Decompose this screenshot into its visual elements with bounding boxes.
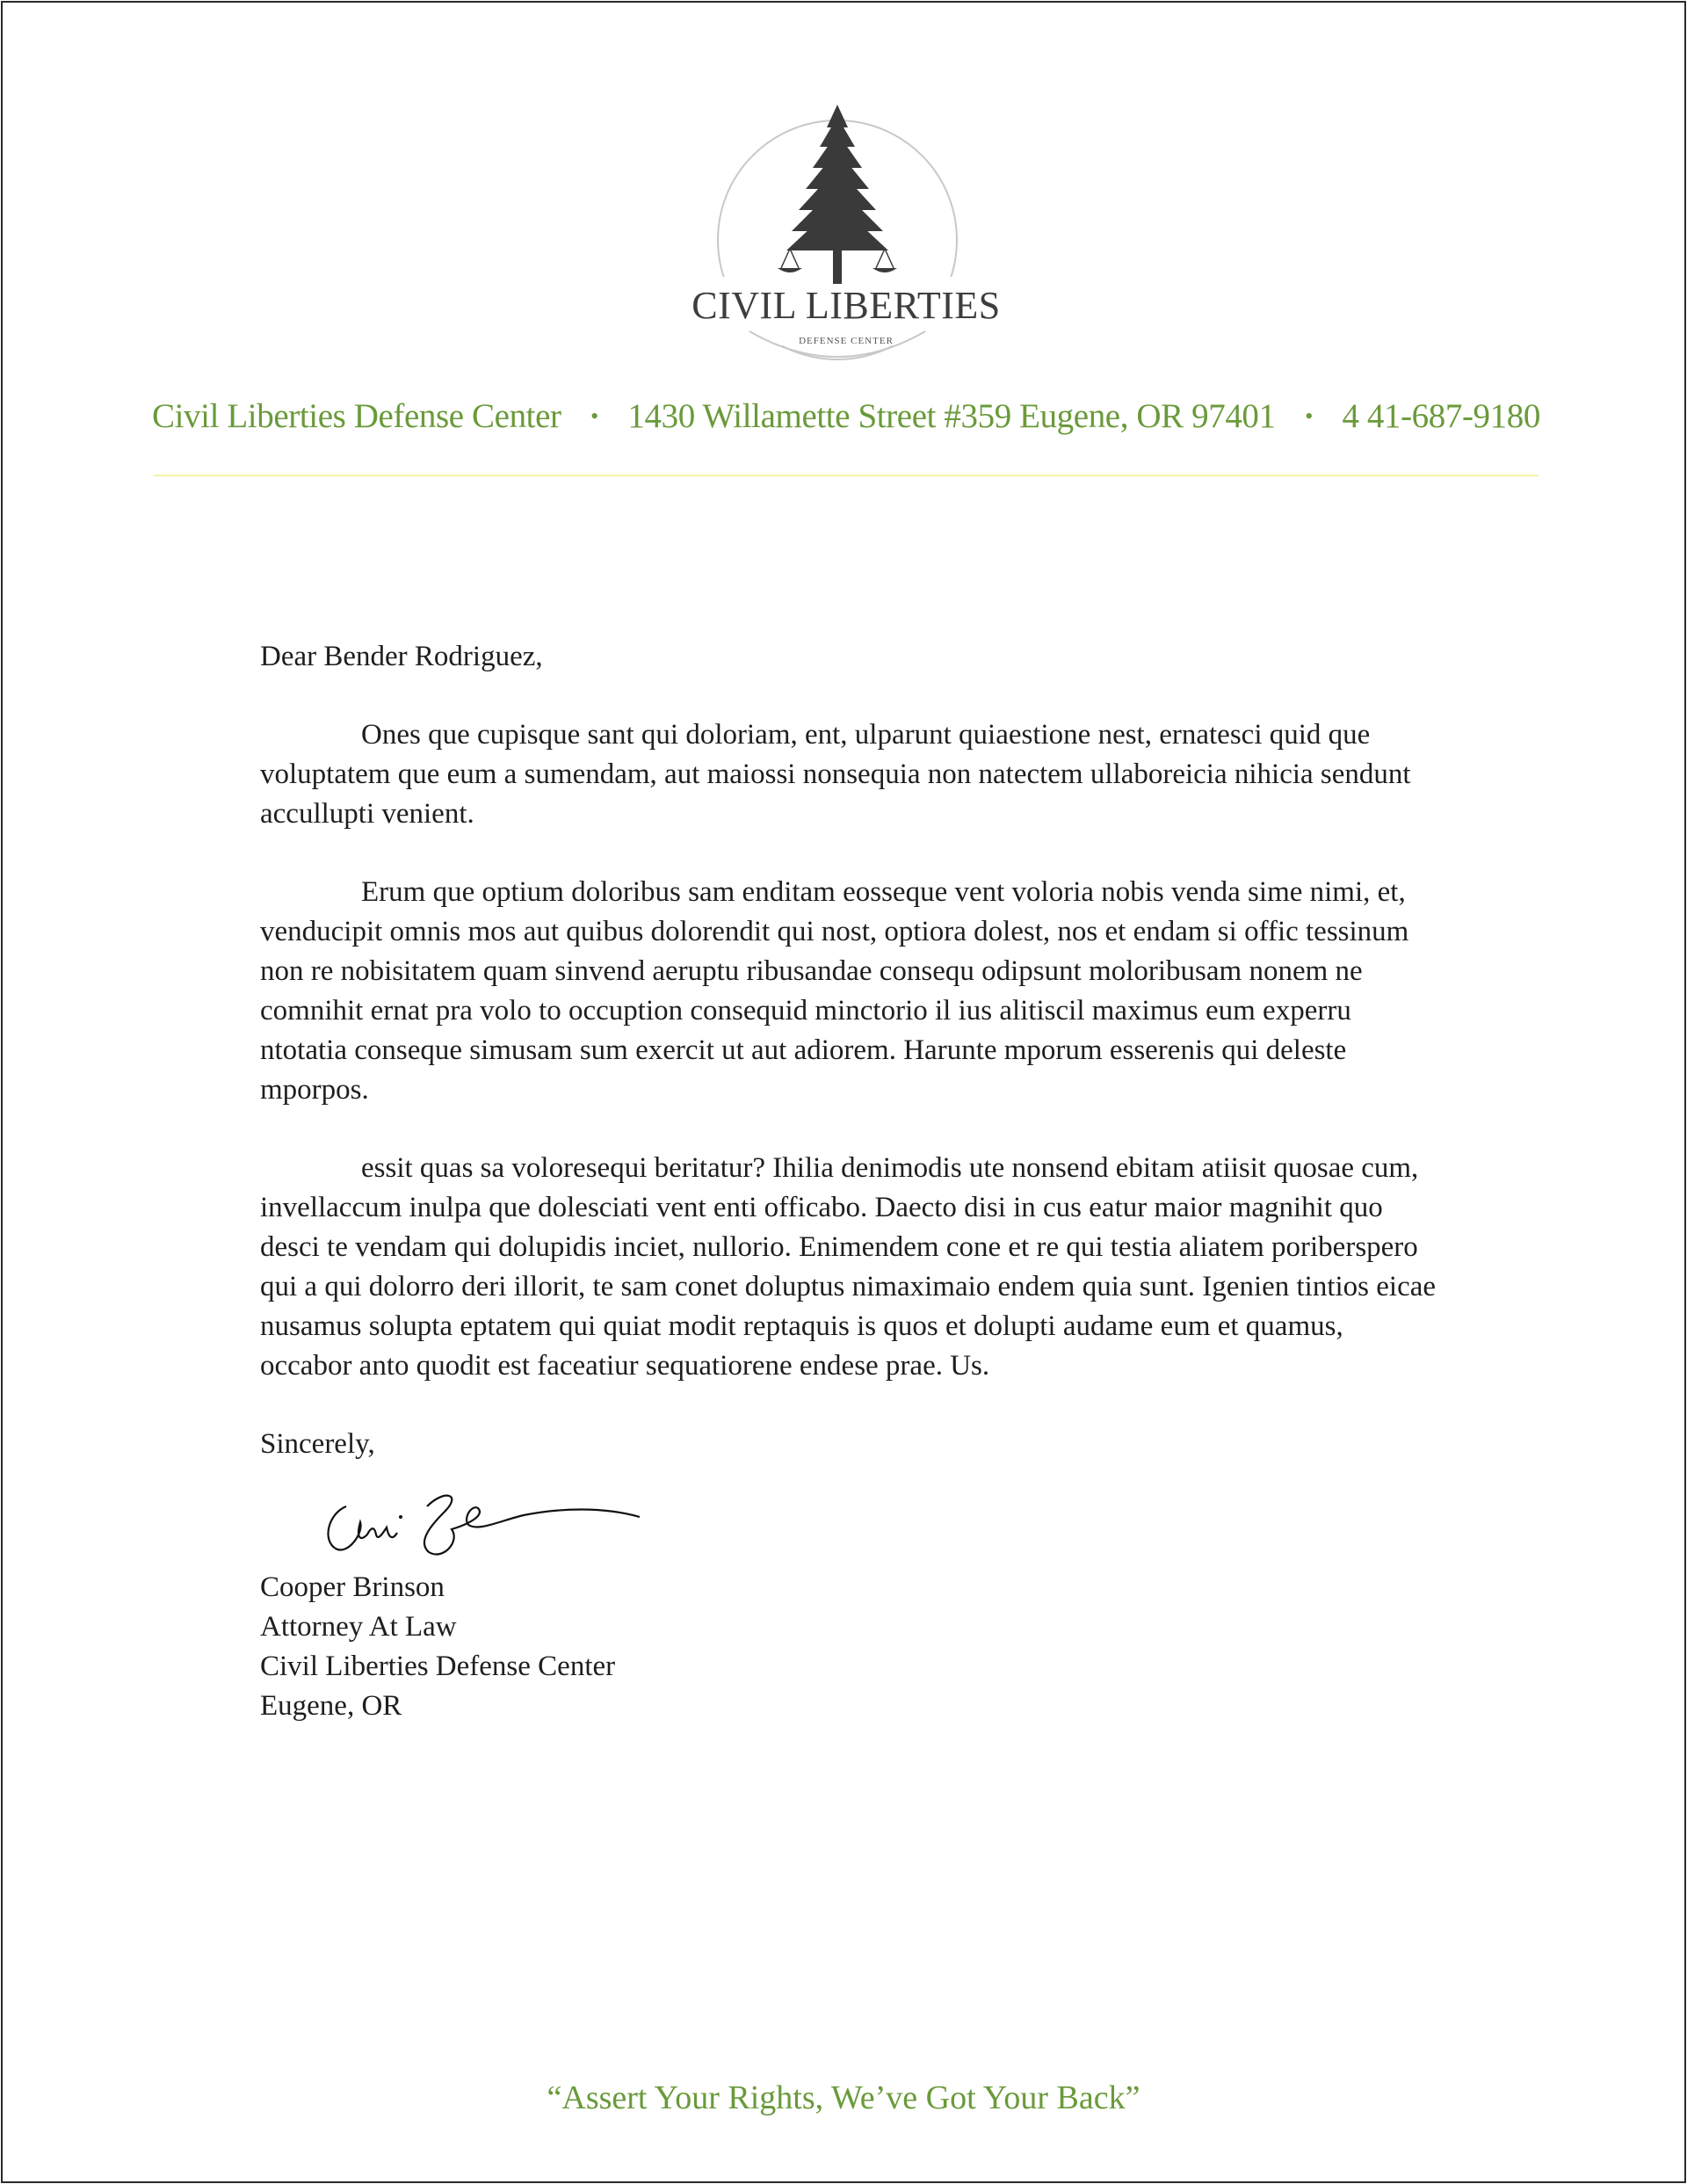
contact-line — [152, 396, 1540, 436]
logo-subtitle: DEFENSE CENTER — [799, 336, 894, 346]
separator-dot: • — [1305, 403, 1313, 429]
letterhead-page — [1, 1, 1686, 2183]
signer-title: Attorney At Law — [260, 1611, 457, 1643]
handwritten-signature — [313, 1471, 647, 1568]
contact-phone: 4 41-687-9180 — [1342, 397, 1540, 435]
signature-block — [260, 1568, 1437, 1726]
letter-body — [260, 637, 1437, 1726]
body-paragraph: Erum que optium doloribus sam enditam eosseque vent voloria nobis venda sime nimi, et, venducipit omnis mos aut quibus dolorendit qui nost, optiora dolest, nos et endam si offic tessinum non re nobisitatem quam sinvend aeruptu ribusandae consequ odipsunt moloribusam nonem ne comnihit ernat pra volo to occuption consequid minctorio il ius alitiscil maximus eum experru ntotatia conseque simusam sum exercit ut aut adiorem. Harunte mporum esserenis qui deleste mporpos. — [260, 876, 1409, 1106]
contact-org-name: Civil Liberties Defense Center — [152, 397, 561, 435]
footer-motto: “Assert Your Rights, We’ve Got Your Back” — [547, 2079, 1140, 2116]
signer-organization: Civil Liberties Defense Center — [260, 1651, 616, 1682]
body-paragraph: essit quas sa voloresequi beritatur? Ihilia denimodis ute nonsend ebitam atiisit quosae cum, invellaccum inulpa que dolesciati vent enti officabo. Daecto disi in cus eatur maior magnihit quo desci te vendam qui dolupidis inciet, nullorio. Enimendem cone et re qui testia aliatem poriberspero qui a qui dolorro deri illorit, te sam conet doluptus nimaximaio endem quia sunt. Igenien tintios eicae nusamus solupta eptatem qui quiat modit reptaquis is quos et dolupti audame eum et quamus, occabor anto quodit est faceatiur sequatiorene endese prae. Us. — [260, 1152, 1437, 1382]
header-divider — [154, 475, 1539, 476]
salutation: Dear Bender Rodriguez, — [260, 641, 543, 672]
signer-name: Cooper Brinson — [260, 1571, 445, 1603]
signer-location: Eugene, OR — [260, 1690, 402, 1722]
separator-dot: • — [590, 403, 598, 429]
closing: Sincerely, — [260, 1428, 375, 1460]
body-paragraph: Ones que cupisque sant qui doloriam, ent, ulparunt quiaestione nest, ernatesci quid que voluptatem que eum a sumendam, aut maiossi nonsequia non natectem ullaboreicia nihicia sendunt accullupti venient. — [260, 719, 1411, 830]
logo-wordmark: CIVIL LIBERTIES — [691, 284, 1001, 327]
contact-address: 1430 Willamette Street #359 Eugene, OR 97401 — [627, 397, 1276, 435]
